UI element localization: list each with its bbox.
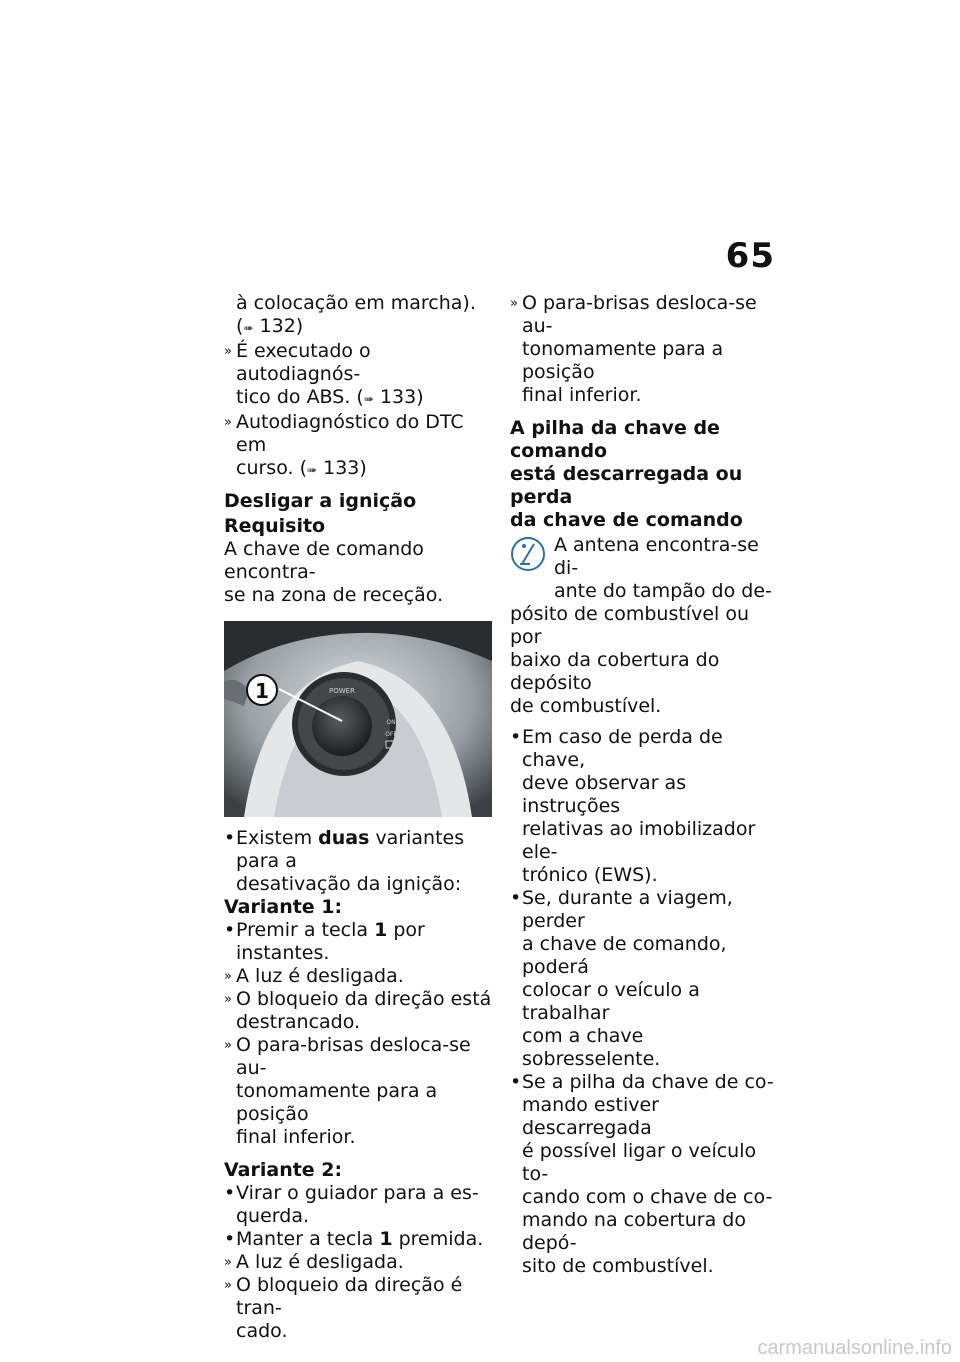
result-item: » A luz é desligada.	[224, 1251, 404, 1273]
reference-arrow-icon: ➠	[243, 321, 254, 335]
info-icon	[510, 536, 546, 572]
result-item: » O bloqueio da direção está destrancado.	[224, 988, 492, 1033]
result-marker-icon: »	[224, 1038, 232, 1053]
note-text: A antena encontra-se di-	[554, 534, 759, 579]
reference-arrow-icon: ➠	[307, 463, 318, 477]
left-column	[224, 292, 492, 1343]
bullet-item: • Premir a tecla 1 por instantes.	[224, 919, 425, 964]
bullet-icon: •	[510, 887, 522, 909]
right-column	[510, 292, 778, 1278]
page-reference[interactable]: (➠ 133)	[356, 386, 424, 408]
figure-label-power: POWER	[329, 687, 355, 695]
page-number: 65	[725, 236, 775, 276]
bullet-item: • Manter a tecla 1 premida.	[224, 1228, 484, 1250]
figure-label-off: OFF	[385, 731, 397, 738]
section-heading: A pilha da chave de comando está descarregada ou perda da chave de comando	[510, 417, 743, 531]
bullet-icon: •	[510, 726, 522, 748]
bullet-icon: •	[224, 1182, 236, 1204]
ignition-switch-illustration	[224, 621, 492, 817]
info-note	[510, 534, 778, 718]
bullet-item: • Em caso de perda de chave, deve observar as instruções relativas ao imobilizador ele- trónico (EWS).	[510, 726, 756, 886]
figure-label-on: ON	[386, 719, 396, 726]
bullet-icon: •	[224, 827, 236, 849]
ignition-switch-photo	[224, 621, 492, 817]
note-text: ante do tampão do de-	[554, 580, 772, 602]
variant-heading: Variante 1:	[224, 896, 343, 918]
result-marker-icon: »	[224, 969, 232, 984]
bullet-icon: •	[510, 1071, 522, 1093]
result-marker-icon: »	[224, 344, 232, 359]
note-text: de combustível.	[510, 695, 662, 717]
watermark: carmanualsonline.info	[757, 1337, 952, 1359]
subsection-heading: Requisito	[224, 515, 326, 537]
result-marker-icon: »	[224, 1278, 232, 1293]
page-reference[interactable]: (➠ 132)	[236, 315, 304, 337]
bullet-item: • Se, durante a viagem, perder a chave de comando, poderá colocar o veículo a trabalhar com a chave sobresselente.	[510, 887, 733, 1070]
figure-callout-number: 1	[255, 679, 269, 703]
result-item: » A luz é desligada.	[224, 965, 404, 987]
result-marker-icon: »	[510, 296, 518, 311]
bullet-icon: •	[224, 1228, 236, 1250]
bullet-item: • Virar o guiador para a es- querda.	[224, 1182, 479, 1227]
bullet-item: • Se a pilha da chave de co- mando estiver descarregada é possível ligar o veículo to- cando com o chave de co- mando na cobertura do depó- sito de combustível.	[510, 1071, 774, 1277]
note-text: pósito de combustível ou por	[510, 603, 749, 648]
page-reference[interactable]: (➠ 133)	[299, 457, 367, 479]
result-marker-icon: »	[224, 415, 232, 430]
result-item: » Autodiagnóstico do DTC em curso. (➠ 133)	[224, 411, 464, 479]
result-item: » O para-brisas desloca-se au- tonomamente para a posição final inferior.	[224, 1034, 471, 1148]
result-item: » O para-brisas desloca-se au- tonomamente para a posição final inferior.	[510, 292, 757, 406]
bullet-item: • Existem duas variantes para a desativação da ignição:	[224, 827, 465, 895]
reference-arrow-icon: ➠	[363, 392, 374, 406]
result-item: » É executado o autodiagnós- tico do ABS. (➠ 133)	[224, 340, 424, 408]
bullet-icon: •	[224, 919, 236, 941]
note-text: baixo da cobertura do depósito	[510, 649, 720, 694]
section-heading: Desligar a ignição	[224, 490, 417, 512]
result-marker-icon: »	[224, 1255, 232, 1270]
text-line: à colocação em marcha).	[236, 292, 476, 314]
result-marker-icon: »	[224, 992, 232, 1007]
requirement-text: A chave de comando encontra- se na zona de receção.	[224, 538, 444, 606]
result-item: » O bloqueio da direção é tran- cado.	[224, 1274, 463, 1342]
variant-heading: Variante 2:	[224, 1159, 343, 1181]
